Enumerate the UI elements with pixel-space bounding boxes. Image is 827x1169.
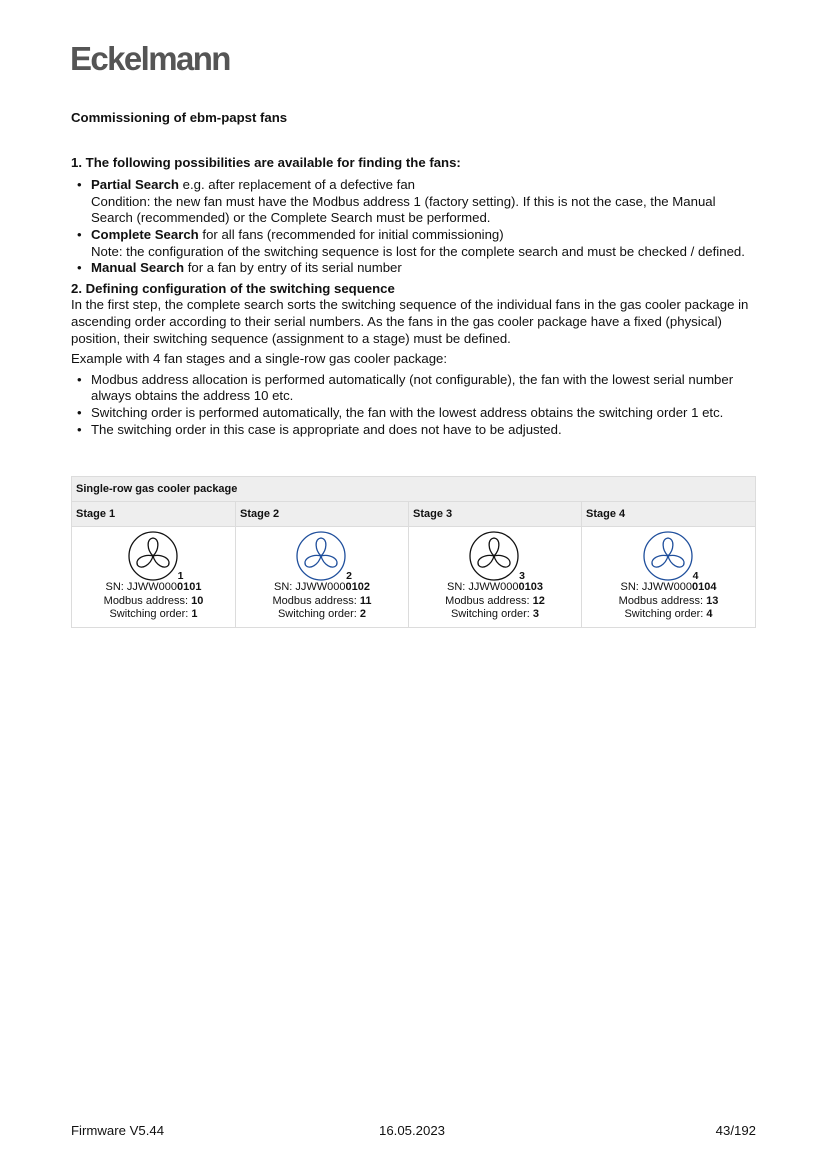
order-label: Switching order:: [624, 608, 707, 620]
serial-suffix: 0102: [345, 581, 370, 593]
fan-number: 3: [519, 570, 525, 582]
switching-order: 1: [191, 608, 198, 620]
fan-icon: [128, 531, 178, 585]
footer-version: Firmware V5.44: [71, 1123, 165, 1138]
list-item: • Modbus address allocation is performed automatically (not configurable), the fan with the lowest serial number always obtains the address 10 etc.: [71, 372, 757, 405]
switching-order: 2: [359, 608, 367, 620]
serial-prefix: SN: JJWW000: [447, 581, 519, 593]
option-name: Partial Search: [91, 177, 179, 193]
list-item: [71, 227, 757, 260]
option-name: Complete Search: [91, 226, 199, 242]
modbus-address: 13: [706, 594, 719, 607]
stage-header: Stage 1: [72, 502, 236, 527]
serial-prefix: SN: JJWW000: [620, 581, 693, 593]
option-name: Manual Search: [91, 260, 185, 276]
footer-date: 16.05.2023: [379, 1123, 446, 1138]
serial-suffix: 0101: [177, 581, 202, 593]
option-desc: for a fan by entry of its serial number: [184, 260, 402, 276]
fan-number: 1: [177, 570, 184, 582]
section1-heading: 1. The following possibilities are available for finding the fans:: [71, 154, 461, 170]
fan-number: 4: [692, 570, 699, 582]
order-label: Switching order:: [109, 608, 192, 620]
address-label: Modbus address:: [272, 594, 360, 607]
order-label: Switching order:: [277, 608, 360, 620]
eckelmann-logo: Eckelmann: [70, 40, 230, 77]
fan-icon: [643, 531, 693, 585]
example-bullets: [71, 372, 757, 438]
fan-stage-table: [71, 476, 756, 628]
fan-icon: [296, 531, 346, 585]
document-title: Commissioning of ebm-papst fans: [71, 110, 288, 125]
list-item: • The switching order in this case is appropriate and does not have to be adjusted.: [71, 422, 757, 439]
address-label: Modbus address:: [618, 594, 707, 607]
option-detail: Condition: the new fan must have the Modbus address 1 (factory setting). If this is not the case, the Manual Search (recommended) or the Complete Search must be performed.: [91, 193, 716, 226]
fan-cell: [72, 527, 236, 628]
stage-header: Stage 2: [236, 502, 409, 527]
document-body: [71, 110, 757, 438]
stage-header: Stage 3: [409, 502, 582, 527]
list-item: [71, 260, 757, 277]
address-label: Modbus address:: [445, 594, 533, 607]
list-item: [71, 177, 757, 227]
fan-icon: [469, 531, 519, 585]
list-item: • Switching order is performed automatically, the fan with the lowest address obtains the switching order 1 etc.: [71, 405, 757, 422]
modbus-address: 10: [191, 594, 204, 607]
serial-suffix: 0104: [692, 581, 717, 593]
fan-cell: [582, 527, 756, 628]
switching-order: 4: [706, 608, 713, 620]
option-desc: for all fans (recommended for initial commissioning): [198, 226, 504, 242]
modbus-address: 11: [359, 594, 372, 607]
address-label: Modbus address:: [103, 594, 192, 607]
fan-cell: [236, 527, 409, 628]
fan-number: 2: [346, 570, 352, 582]
serial-prefix: SN: JJWW000: [105, 581, 178, 593]
section2-heading: 2. Defining configuration of the switching sequence: [71, 280, 395, 296]
section2-paragraph: In the first step, the complete search sorts the switching sequence of the individual fans in the gas cooler package in ascending order according to their serial numbers. As the fans in the gas cooler package have a fixed (physical) position, their switching sequence (assignment to a stage) must be defined.: [71, 297, 749, 346]
fan-cell: [409, 527, 582, 628]
serial-prefix: SN: JJWW000: [274, 581, 346, 593]
modbus-address: 12: [532, 594, 545, 607]
stage-header: Stage 4: [582, 502, 756, 527]
option-detail: Note: the configuration of the switching sequence is lost for the complete search and must be checked / defined.: [91, 243, 745, 259]
example-intro: Example with 4 fan stages and a single-row gas cooler package:: [71, 351, 448, 367]
search-options-list: [71, 177, 757, 277]
footer-page: 43/192: [715, 1123, 756, 1138]
serial-suffix: 0103: [518, 581, 543, 593]
switching-order: 3: [532, 608, 540, 620]
table-title: Single-row gas cooler package: [72, 477, 756, 502]
order-label: Switching order:: [450, 608, 533, 620]
option-desc: e.g. after replacement of a defective fan: [178, 177, 416, 193]
